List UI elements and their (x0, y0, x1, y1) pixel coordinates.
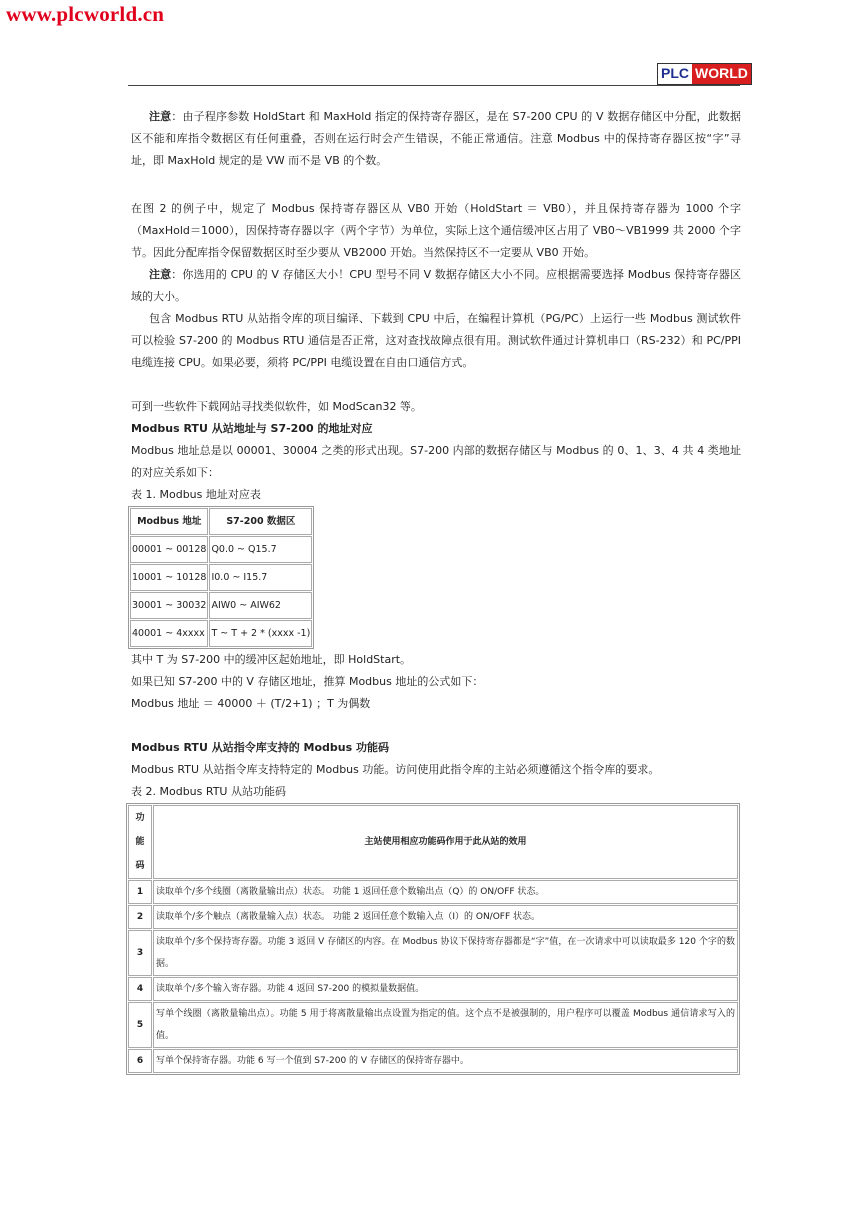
table-cell: I0.0 ~ I15.7 (209, 564, 312, 591)
table-header-row (130, 508, 312, 535)
note-text: ：你选用的 CPU 的 V 存储区大小！CPU 型号不同 V 数据存储区大小不同。应根据需要选择 Modbus 保持寄存器区域的大小。 (131, 268, 741, 303)
section-heading-address: Modbus RTU 从站地址与 S7-200 的地址对应 (131, 422, 373, 435)
table-header-cell-desc: 主站使用相应功能码作用于此从站的效用 (153, 805, 738, 879)
table-cell: AIW0 ~ AIW62 (209, 592, 312, 619)
note-text: ：由子程序参数 HoldStart 和 MaxHold 指定的保持寄存器区，是在 S7-200 CPU 的 V 数据存储区中分配，此数据区不能和库指令数据区有任何重叠，否则在运行时会产生错误，不能正常通信。注意 Modbus 中的保持寄存器区按“字”寻址，即 MaxHold 规定的是 VW 而不是 VB 的个数。 (131, 110, 741, 167)
note-paragraph-1 (131, 106, 741, 172)
function-code: 3 (128, 930, 152, 976)
table-header-row (128, 805, 738, 879)
function-description: 读取单个/多个输入寄存器。功能 4 返回 S7-200 的模拟量数据值。 (153, 977, 738, 1001)
function-code: 5 (128, 1002, 152, 1048)
t-note: 其中 T 为 S7-200 中的缓冲区起始地址，即 HoldStart。 (131, 653, 412, 666)
function-code: 6 (128, 1049, 152, 1073)
download-paragraph: 可到一些软件下载网站寻找类似软件，如 ModScan32 等。 (131, 400, 422, 413)
function-description: 读取单个/多个触点（离散量输入点）状态。 功能 2 返回任意个数输入点（I）的 ON/OFF 状态。 (153, 905, 738, 929)
table1-caption: 表 1. Modbus 地址对应表 (131, 488, 261, 501)
table-row (130, 536, 312, 563)
table-header-cell-code: 功 能 码 (128, 805, 152, 879)
table-cell: T ~ T + 2 * (xxxx -1) (209, 620, 312, 647)
formula-intro: 如果已知 S7-200 中的 V 存储区地址，推算 Modbus 地址的公式如下： (131, 675, 484, 688)
table-row (128, 1002, 738, 1048)
function-code: 2 (128, 905, 152, 929)
table-row (128, 1049, 738, 1073)
logo-world: WORLD (692, 64, 751, 84)
table-row (130, 620, 312, 647)
table-cell: 10001 ~ 10128 (130, 564, 208, 591)
function-description: 写单个保持寄存器。功能 6 写一个值到 S7-200 的 V 存储区的保持寄存器中。 (153, 1049, 738, 1073)
table-cell: Q0.0 ~ Q15.7 (209, 536, 312, 563)
table-cell: 40001 ~ 4xxxx (130, 620, 208, 647)
address-intro: Modbus 地址总是以 00001、30004 之类的形式出现。S7-200 内部的数据存储区与 Modbus 的 0、1、3、4 共 4 类地址的对应关系如下： (131, 444, 741, 479)
table-row (128, 930, 738, 976)
section-heading-function-codes: Modbus RTU 从站指令库支持的 Modbus 功能码 (131, 741, 389, 754)
table-cell: 30001 ~ 30032 (130, 592, 208, 619)
table-header-cell: S7-200 数据区 (209, 508, 312, 535)
document-body (131, 106, 741, 1075)
site-url[interactable]: www.plcworld.cn (6, 2, 165, 26)
table-row (128, 905, 738, 929)
table-row (130, 592, 312, 619)
table-row (130, 564, 312, 591)
note-paragraph-2 (131, 264, 741, 308)
test-paragraph: 包含 Modbus RTU 从站指令库的项目编译、下载到 CPU 中后，在编程计算机（PG/PC）上运行一些 Modbus 测试软件可以检验 S7-200 的 Modbus RTU 通信是否正常，这对查找故障点很有用。测试软件通过计算机串口（RS-232）和 PC/PPI 电缆连接 CPU。如果必要，须将 PC/PPI 电缆设置在自由口通信方式。 (131, 312, 741, 369)
table-row (128, 977, 738, 1001)
function-code: 4 (128, 977, 152, 1001)
example-paragraph: 在图 2 的例子中，规定了 Modbus 保持寄存器区从 VB0 开始（HoldStart ＝ VB0），并且保持寄存器为 1000 个字（MaxHold＝1000），因保持寄存器以字（两个字节）为单位，实际上这个通信缓冲区占用了 VB0～VB1999 共 2000 个字节。因此分配库指令保留数据区时至少要从 VB2000 开始。当然保持区不一定要从 VB0 开始。 (131, 202, 741, 259)
modbus-address-table (128, 506, 314, 649)
function-description: 读取单个/多个线圈（离散量输出点）状态。 功能 1 返回任意个数输出点（Q）的 ON/OFF 状态。 (153, 880, 738, 904)
note-label: 注意 (149, 110, 172, 123)
header-divider (128, 85, 740, 86)
function-intro: Modbus RTU 从站指令库支持特定的 Modbus 功能。访问使用此指令库的主站必须遵循这个指令库的要求。 (131, 763, 660, 776)
plcworld-logo (657, 63, 752, 85)
formula: Modbus 地址 ＝ 40000 ＋ (T/2+1) ；T 为偶数 (131, 697, 371, 710)
table-cell: 00001 ~ 00128 (130, 536, 208, 563)
logo-plc: PLC (658, 64, 692, 84)
function-code: 1 (128, 880, 152, 904)
function-description: 写单个线圈（离散量输出点）。功能 5 用于将离散量输出点设置为指定的值。这个点不是被强制的，用户程序可以覆盖 Modbus 通信请求写入的值。 (153, 1002, 738, 1048)
function-code-table (126, 803, 740, 1075)
function-description: 读取单个/多个保持寄存器。功能 3 返回 V 存储区的内容。在 Modbus 协议下保持寄存器都是“字”值，在一次请求中可以读取最多 120 个字的数据。 (153, 930, 738, 976)
table-row (128, 880, 738, 904)
table2-caption: 表 2. Modbus RTU 从站功能码 (131, 785, 286, 798)
note-label: 注意 (149, 268, 172, 281)
table-header-cell: Modbus 地址 (130, 508, 208, 535)
